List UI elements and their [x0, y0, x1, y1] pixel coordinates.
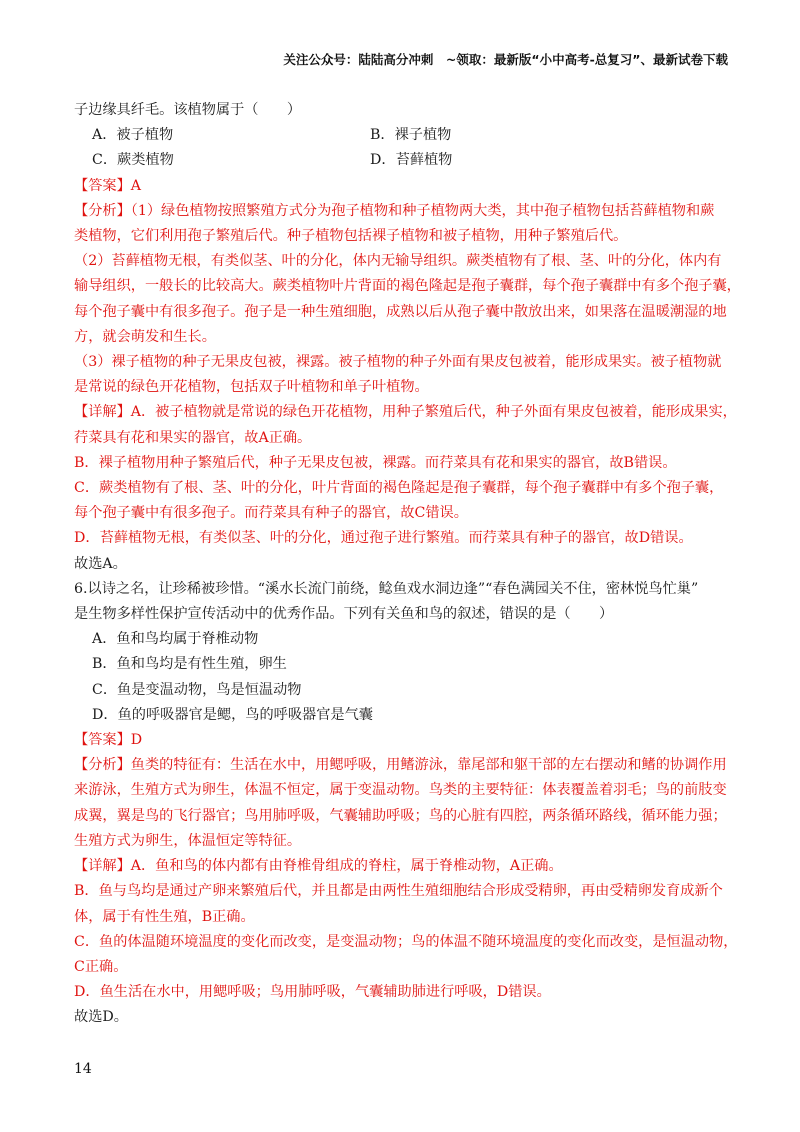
q5-detail-line: B．裸子植物用种子繁殖后代，种子无果皮包被，裸露。而荇菜具有花和果实的器官，故B错误。	[74, 454, 677, 471]
q6-detail-line: B．鱼与鸟均是通过产卵来繁殖后代，并且都是由两性生殖细胞结合形成受精卵，再由受精卵发育成新个	[74, 883, 723, 900]
q5-analysis-line: 类植物，它们利用孢子繁殖后代。种子植物包括裸子植物和被子植物，用种子繁殖后代。	[74, 228, 628, 245]
q5-detail-line: D．苔藓植物无根，有类似茎、叶的分化，通过孢子进行繁殖。而荇菜具有种子的器官，故D错误。	[74, 530, 693, 547]
q6-analysis-line: 来游泳，生殖方式为卵生，体温不恒定，属于变温动物。鸟类的主要特征：体表覆盖着羽毛；鸟的前肢变	[74, 782, 727, 799]
q6-detail-line: 体，属于有性生殖，B正确。	[74, 908, 255, 925]
q5-detail-line: 每个孢子囊中有很多孢子。而荇菜具有种子的器官，故C错误。	[74, 505, 468, 522]
q6-detail-line: 【详解】A．鱼和鸟的体内都有由脊椎骨组成的脊柱，属于脊椎动物，A正确。	[74, 858, 563, 875]
q5-options-row-2	[74, 148, 734, 173]
q6-detail-line: D．鱼生活在水中，用鳃呼吸；鸟用肺呼吸，气囊辅助肺进行呼吸，D错误。	[74, 984, 551, 1001]
q6-option-b: B．鱼和鸟均是有性生殖，卵生	[92, 656, 287, 673]
q5-options-row-1	[74, 123, 734, 148]
q5-detail-line: 荇菜具有花和果实的器官，故A正确。	[74, 429, 312, 446]
q6-detail-line: C正确。	[74, 958, 128, 975]
q6-stem-line: 6.以诗之名，让珍稀被珍惜。“溪水长流门前绕，鲶鱼戏水洞边逢”“春色满园关不住，密林悦鸟忙巢”	[74, 580, 699, 597]
q5-analysis-line: 是常说的绿色开花植物，包括双子叶植物和单子叶植物。	[74, 379, 429, 396]
q6-option-a: A．鱼和鸟均属于脊椎动物	[92, 631, 259, 648]
q5-analysis-line: （3）裸子植物的种子无果皮包被，裸露。被子植物的种子外面有果皮包被着，能形成果实。被子植物就	[74, 354, 722, 371]
q6-stem-line: 是生物多样性保护宣传活动中的优秀作品。下列有关鱼和鸟的叙述，错误的是（ ）	[74, 606, 614, 623]
q5-analysis-line: 【分析】（1）绿色植物按照繁殖方式分为孢子植物和种子植物两大类，其中孢子植物包括苔藓植物和蕨	[74, 202, 715, 219]
q5-choose: 故选A。	[74, 555, 127, 572]
q5-option-d: D．苔藓植物	[370, 152, 453, 169]
q5-analysis-line: 方，就会萌发和生长。	[74, 328, 216, 345]
q5-option-c: C．蕨类植物	[92, 152, 174, 169]
q6-analysis-line: 生殖方式为卵生，体温恒定等特征。	[74, 832, 302, 849]
q6-option-c: C．鱼是变温动物，鸟是恒温动物	[92, 681, 302, 698]
q5-option-a: A．被子植物	[92, 127, 174, 144]
q5-detail-line: C．蕨类植物有了根、茎、叶的分化，叶片背面的褐色隆起是孢子囊群，每个孢子囊群中有多个孢子囊，	[74, 480, 724, 497]
q5-stem-tail: 子边缘具纤毛。该植物属于（ ）	[74, 102, 302, 118]
q6-detail-line: C．鱼的体温随环境温度的变化而改变，是变温动物；鸟的体温不随环境温度的变化而改变，是恒温动物，	[74, 933, 738, 950]
q6-option-d: D．鱼的呼吸器官是鳃，鸟的呼吸器官是气囊	[92, 706, 373, 723]
page-number: 14	[74, 1061, 92, 1077]
q5-option-b: B．裸子植物	[370, 127, 452, 144]
q6-analysis-line: 【分析】鱼类的特征有：生活在水中，用鳃呼吸，用鳍游泳，靠尾部和躯干部的左右摆动和鳍的协调作用	[74, 757, 727, 774]
q5-analysis-line: 输导组织，一般长的比较高大。蕨类植物叶片背面的褐色隆起是孢子囊群，每个孢子囊群中有多个孢子囊，	[74, 278, 741, 295]
q6-answer: 【答案】D	[74, 732, 143, 749]
q5-detail-line: 【详解】A．被子植物就是常说的绿色开花植物，用种子繁殖后代，种子外面有果皮包被着，能形成果实，	[74, 404, 737, 421]
page-header: 关注公众号：陆陆高分冲刺 ~领取：最新版“小中高考-总复习”、最新试卷下载	[283, 52, 728, 67]
q6-analysis-line: 成翼，翼是鸟的飞行器官；鸟用肺呼吸，气囊辅助呼吸；鸟的心脏有四腔，两条循环路线，循环能力强；	[74, 807, 727, 824]
q5-analysis-line: （2）苔藓植物无根，有类似茎、叶的分化，体内无输导组织。蕨类植物有了根、茎、叶的分化，体内有	[74, 253, 722, 270]
q6-choose: 故选D。	[74, 1009, 128, 1026]
q5-answer: 【答案】A	[74, 177, 141, 194]
q5-analysis-line: 每个孢子囊中有很多孢子。孢子是一种生殖细胞，成熟以后从孢子囊中散放出来，如果落在温暖潮湿的地	[74, 303, 727, 320]
page-content	[74, 98, 741, 1031]
